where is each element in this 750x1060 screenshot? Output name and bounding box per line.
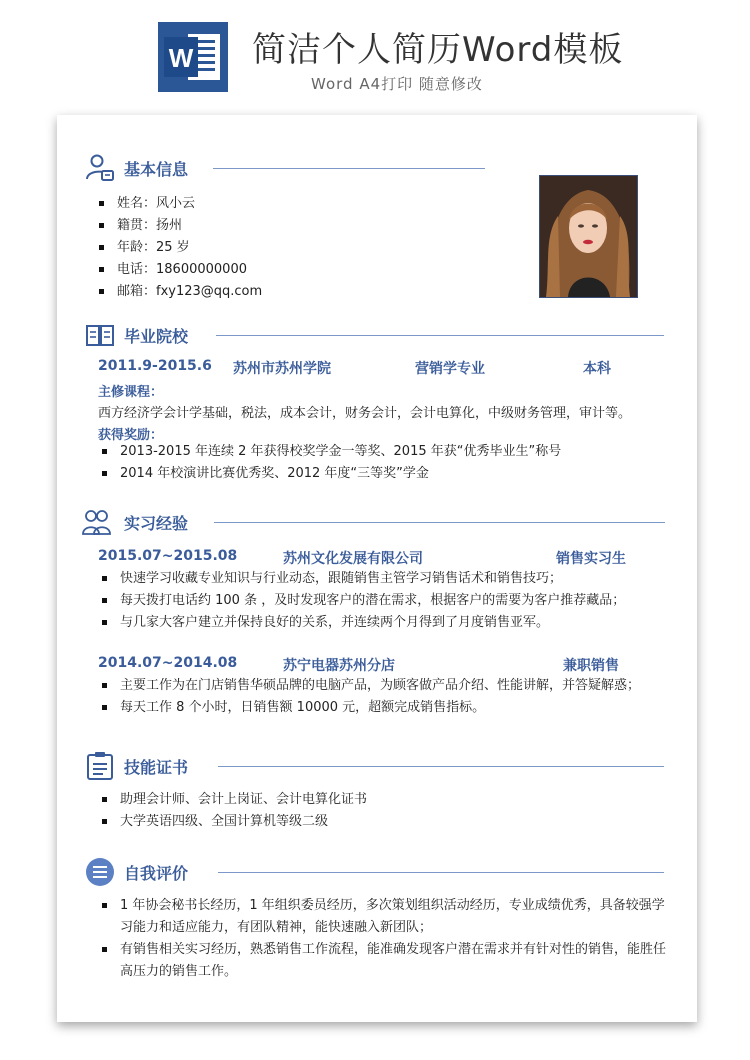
list-item: 主要工作为在门店销售华硕品牌的电脑产品，为顾客做产品介绍、性能讲解，并答疑解惑；: [98, 675, 668, 697]
list-item: 邮箱：fxy123@qq.com: [95, 281, 515, 303]
list-item: 姓名：风小云: [95, 193, 515, 215]
courses-label: 主修课程：: [98, 385, 164, 400]
school-major: 营销学专业: [415, 361, 485, 377]
school-row: [98, 358, 658, 378]
section-divider: [216, 335, 664, 336]
section-title-basic: 基本信息: [124, 160, 189, 179]
speech-lines-icon: [85, 857, 115, 887]
list-item: 籍贯：扬州: [95, 215, 515, 237]
basic-info-list: [95, 193, 515, 303]
open-book-icon: [85, 320, 115, 350]
word-logo-icon: [158, 22, 228, 92]
section-title-self: 自我评价: [124, 864, 189, 883]
list-item: 助理会计师、会计上岗证、会计电算化证书: [98, 789, 658, 811]
job-company: 苏州文化发展有限公司: [283, 551, 423, 567]
list-item: 2014 年校演讲比赛优秀奖、2012 年度“三等奖”学金: [98, 463, 658, 485]
section-divider: [213, 168, 485, 169]
section-divider: [218, 766, 664, 767]
list-item: 每天拨打电话约 100 条 ，及时发现客户的潜在需求，根据客户的需要为客户推荐藏品；: [98, 590, 668, 612]
job-2-list: [98, 675, 668, 719]
person-card-icon: [85, 153, 115, 183]
list-item: 年龄：25 岁: [95, 237, 515, 259]
skills-list: [98, 789, 658, 833]
job-period: 2015.07~2015.08: [98, 548, 238, 564]
job-role: 兼职销售: [563, 658, 619, 674]
portrait-image: [540, 176, 637, 297]
courses-text: 西方经济学会计学基础，税法，成本会计，财务会计，会计电算化，中级财务管理，审计等。: [98, 406, 632, 421]
banner-title: 简洁个人简历Word模板: [252, 30, 624, 70]
list-item: 与几家大客户建立并保持良好的关系，并连续两个月得到了月度销售亚军。: [98, 612, 668, 634]
section-skills: [85, 751, 665, 781]
school-period: 2011.9-2015.6: [98, 358, 212, 374]
list-item: 1 年协会秘书长经历，1 年组织委员经历，多次策划组织活动经历，专业成绩优秀，具备较强学习能力和适应能力，有团队精神，能快速融入新团队；: [98, 895, 668, 939]
job-row-2: [98, 655, 658, 675]
banner: [0, 0, 750, 110]
section-self-eval: [85, 857, 665, 887]
section-title-skills: 技能证书: [124, 758, 189, 777]
profile-photo: [539, 175, 638, 298]
job-company: 苏宁电器苏州分店: [283, 658, 395, 674]
list-item: 大学英语四级、全国计算机等级二级: [98, 811, 658, 833]
clipboard-icon: [85, 751, 115, 781]
section-title-internship: 实习经验: [124, 514, 189, 533]
school-degree: 本科: [583, 361, 611, 377]
section-internship: [81, 507, 665, 537]
job-1-list: [98, 568, 668, 634]
self-eval-list: [98, 895, 668, 983]
job-row-1: [98, 548, 658, 568]
section-basic-info: [85, 153, 505, 183]
job-role: 销售实习生: [556, 551, 626, 567]
team-icon: [81, 507, 111, 537]
resume-page: [57, 115, 697, 1022]
list-item: 快速学习收藏专业知识与行业动态，跟随销售主管学习销售话术和销售技巧；: [98, 568, 668, 590]
list-item: 每天工作 8 个小时，日销售额 10000 元，超额完成销售指标。: [98, 697, 668, 719]
job-period: 2014.07~2014.08: [98, 655, 238, 671]
list-item: 有销售相关实习经历，熟悉销售工作流程，能准确发现客户潜在需求并有针对性的销售，能胜任高压力的销售工作。: [98, 939, 668, 983]
awards-label: 获得奖励：: [98, 428, 164, 443]
list-item: 电话：18600000000: [95, 259, 515, 281]
section-divider: [218, 872, 664, 873]
section-school: [85, 320, 665, 350]
awards-list: [98, 441, 658, 485]
list-item: 2013-2015 年连续 2 年获得校奖学金一等奖、2015 年获“优秀毕业生”称号: [98, 441, 658, 463]
word-logo-letter: W: [168, 43, 194, 73]
school-name: 苏州市苏州学院: [233, 361, 331, 377]
section-title-school: 毕业院校: [124, 327, 189, 346]
banner-subtitle: Word A4打印 随意修改: [311, 75, 483, 93]
section-divider: [214, 522, 665, 523]
